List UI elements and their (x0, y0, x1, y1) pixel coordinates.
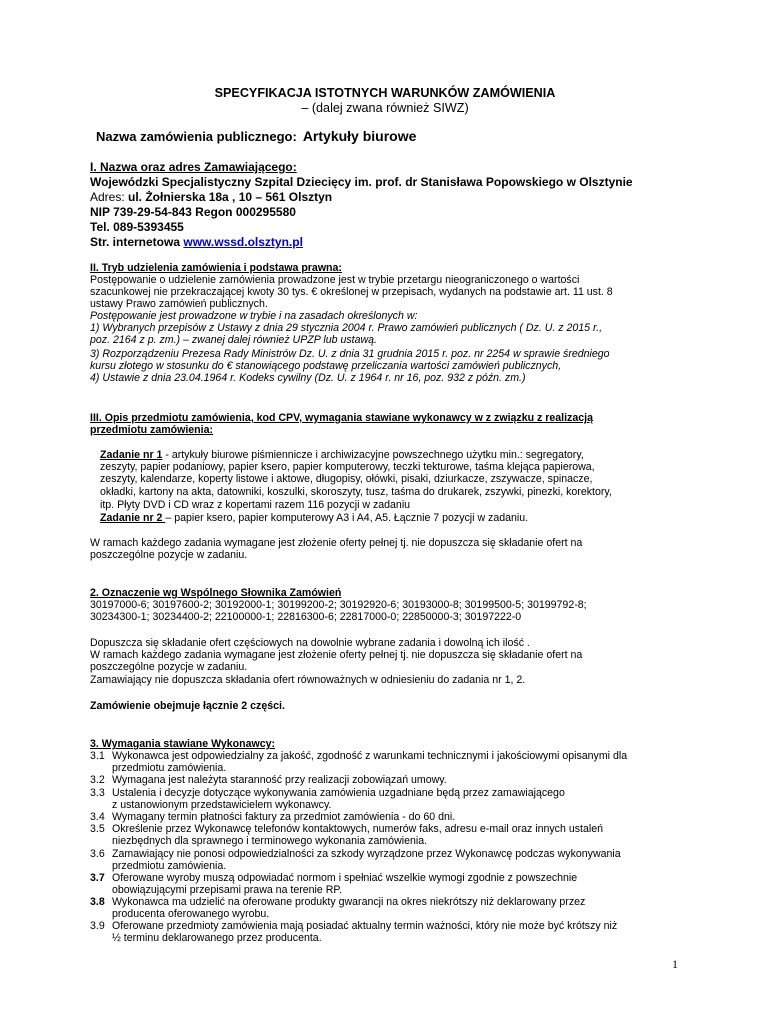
task-1-desc-line: zeszyty, papier podaniowy, papier ksero, papier komputerowy, teczki tekturowe, taśma klejąca papierowa, (100, 461, 595, 473)
requirement-number: 3.9 (90, 920, 105, 933)
legal-basis-intro: Postępowanie jest prowadzone w trybie i na zasadach określonych w: (90, 310, 418, 322)
task-2-label: Zadanie nr 2 (100, 512, 166, 524)
address-label: Adres: (90, 190, 129, 204)
section-3-heading: III. Opis przedmiotu zamówienia, kod CPV, wymagania stawiane wykonawcy w z związku z realizacją (90, 412, 593, 424)
requirement-text: przedmiotu zamówienia. (112, 762, 227, 774)
website-label: Str. internetowa (90, 235, 184, 249)
requirement-text: Określenie przez Wykonawcę telefonów kontaktowych, numerów faks, adresu e-mail oraz innych ustaleń (112, 823, 603, 836)
section-3-heading-cont: przedmiotu zamówienia: (90, 424, 214, 436)
document-subtitle: – (dalej zwana również SIWZ) (301, 101, 469, 115)
section-1-block (90, 160, 633, 250)
offer-requirement-line: poszczególne pozycje w zadaniu. (90, 549, 248, 561)
requirement-number: 3.4 (90, 810, 105, 823)
requirement-text: Wymagana jest należyta staranność przy realizacji zobowiązań umowy. (112, 774, 447, 787)
website-link[interactable]: www.wssd.olsztyn.pl (183, 235, 303, 249)
equivalent-offers-line: Zamawiający nie dopuszcza składania ofert równoważnych w odniesieniu do zadania nr 1, 2. (90, 674, 526, 686)
requirement-text: Wykonawca jest odpowiedzialny za jakość, zgodność z warunkami technicznymi i jakościowymi opisanymi dla (112, 750, 628, 762)
task-1-desc-line: itp. Płyty DVD i CD wraz z kopertami razem 116 pozycji w zadaniu (100, 499, 411, 511)
requirement-number: 3.8 (90, 896, 105, 909)
section-2-para-line: Postępowanie o udzielenie zamówienia prowadzone jest w trybie przetargu nieograniczonego o wartości (90, 274, 580, 286)
task-2-desc: – papier ksero, papier komputerowy A3 i A4, A5. Łącznie 7 pozycji w zadaniu. (165, 512, 529, 524)
requirement-text: producenta oferowanego wyrobu. (112, 908, 270, 921)
website-line (90, 235, 633, 250)
task-1-desc: - artykuły biurowe piśmiennicze i archiwizacyjne powszechnego użytku min.: segregatory, (162, 449, 584, 461)
requirement-text: Oferowane wyroby muszą odpowiadać normom i spełniać wszelkie wymogi zgodnie z powszechnie (112, 871, 578, 884)
task-1-desc-line: okładki, kartony na akta, datowniki, koszulki, skoroszyty, tusz, taśma do drukarek, zszywki, pinezki, korektory, (100, 486, 612, 498)
requirement-text: z ustanowionym przedstawicielem wykonawcy. (112, 798, 332, 811)
legal-basis-line: 4) Ustawie z dnia 23.04.1964 r. Kodeks cywilny (Dz. U. z 1964 r. nr 16, poz. 932 z późn. zm.) (90, 372, 526, 384)
requirement-number: 3.6 (90, 847, 105, 860)
order-name-label: Nazwa zamówienia publicznego: (96, 129, 297, 144)
offer-requirement-line: W ramach każdego zadania wymagane jest złożenie oferty pełnej tj. nie dopuszcza się składanie ofert na (90, 537, 583, 549)
legal-basis-line: kursu złotego w stosunku do € stanowiącego podstawę przeliczania wartości zamówień publicznych, (90, 360, 562, 372)
partial-offers-line: Dopuszcza się składanie ofert częściowych na dowolnie wybrane zadania i dowolną ich ilość . (90, 637, 530, 649)
section-2-heading: II. Tryb udzielenia zamówienia i podstawa prawna: (90, 262, 342, 274)
requirement-text: niezbędnych dla sprawnego i terminowego wykonania zamówienia. (112, 835, 428, 848)
section-2-para-line: ustawy Prawo zamówień publicznych. (90, 298, 268, 310)
requirement-text: obowiązującymi przepisami prawa na terenie RP. (112, 883, 343, 896)
legal-basis-line: poz. 2164 z p. zm.) – zwanej dalej również UPZP lub ustawą. (90, 334, 377, 346)
order-name-value: Artykuły biurowe (302, 128, 417, 144)
requirements-heading: 3. Wymagania stawiane Wykonawcy: (90, 738, 276, 750)
task-1-label: Zadanie nr 1 (100, 449, 163, 461)
address-value: ul. Żołnierska 18a , 10 – 561 Olsztyn (128, 190, 333, 204)
partial-offers-line: W ramach każdego zadania wymagane jest złożenie oferty pełnej tj. nie dopuszcza się składanie ofert na (90, 649, 583, 661)
task-2-line (100, 512, 682, 524)
hospital-name: Wojewódzki Specjalistyczny Szpital Dziecięcy im. prof. dr Stanisława Popowskiego w Olsztynie (90, 175, 633, 189)
document-title: SPECYFIKACJA ISTOTNYCH WARUNKÓW ZAMÓWIENIA (214, 86, 556, 100)
partial-offers-line: poszczególne pozycje w zadaniu. (90, 661, 248, 673)
requirement-text: Zamawiający nie ponosi odpowiedzialności za szkody wyrządzone przez Wykonawcę podczas wykonywania (112, 847, 621, 860)
section-1-heading: I. Nazwa oraz adres Zamawiającego: (90, 160, 297, 174)
requirement-text: przedmiotu zamówienia. (112, 859, 227, 872)
cpv-codes-line: 30197000-6; 30197600-2; 30192000-1; 30199200-2; 30192920-6; 30193000-8; 30199500-5; 30199792-8; (90, 599, 587, 611)
legal-basis-line: 1) Wybranych przepisów z Ustawy z dnia 29 stycznia 2004 r. Prawo zamówień publicznych ( Dz. U. z 2015 r., (90, 322, 603, 334)
cpv-heading: 2. Oznaczenie wg Wspólnego Słownika Zamówień (90, 587, 342, 599)
address-line (90, 190, 633, 205)
requirement-number: 3.1 (90, 750, 105, 762)
task-1-line (100, 449, 682, 461)
requirement-text: ½ terminu deklarowanego przez producenta. (112, 932, 322, 945)
legal-basis-line: 3) Rozporządzeniu Prezesa Rady Ministrów Dz. U. z dnia 31 grudnia 2015 r. poz. nr 2254 w sprawie średniego (90, 348, 610, 360)
order-name-line (96, 128, 416, 144)
requirement-text: Oferowane przedmioty zamówienia mają posiadać aktualny termin ważności, który nie może być krótszy niż (112, 920, 618, 933)
nip-regon: NIP 739-29-54-843 Regon 000295580 (90, 205, 296, 219)
page-number: 1 (672, 957, 678, 971)
task-1-desc-line: zeszyty, kalendarze, koperty listowe i aktowe, długopisy, ołówki, pisaki, dziurkacze, zszywacze, spinacze, (100, 473, 593, 485)
requirement-number: 3.5 (90, 823, 105, 836)
telephone: Tel. 089-5393455 (90, 220, 184, 234)
requirement-text: Ustalenia i decyzje dotyczące wykonywania zamówienia uzgadniane będą przez zamawiającego (112, 786, 565, 799)
requirement-number: 3.2 (90, 774, 105, 787)
requirement-text: Wymagany termin płatności faktury za przedmiot zamówienia - do 60 dni. (112, 810, 456, 823)
requirement-number: 3.7 (90, 871, 105, 884)
section-2-para-line: szacunkowej nie przekraczającej kwoty 30 tys. € określonej w przepisach, wydanych na podstawie art. 11 ust. 8 (90, 286, 613, 298)
requirement-number: 3.3 (90, 786, 105, 799)
requirement-text: Wykonawca ma udzielić na oferowane produkty gwarancji na okres niekrótszy niż deklarowany przez (112, 896, 586, 909)
parts-count: Zamówienie obejmuje łącznie 2 części. (90, 700, 285, 712)
cpv-codes-line: 30234300-1; 30234400-2; 22100000-1; 22816300-6; 22817000-0; 22850000-3; 30197222-0 (90, 611, 522, 623)
